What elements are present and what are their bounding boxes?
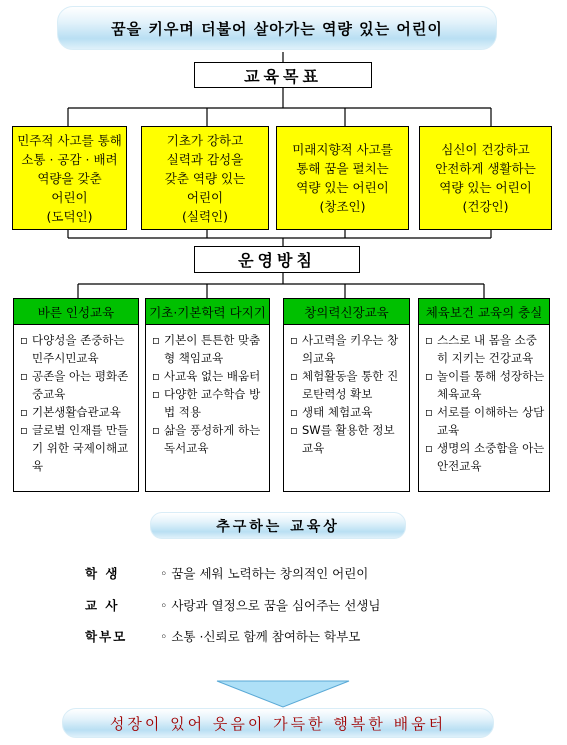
goal-line: 어린이 <box>51 189 88 205</box>
policy-item: ▫ 서로를 이해하는 상담교육 <box>425 403 545 439</box>
vision-banner <box>57 6 497 50</box>
goal-tag: (도덕인) <box>46 208 93 224</box>
goal-tag: (건강인) <box>462 199 509 214</box>
ideal-role: 학 생 <box>85 566 120 581</box>
vision-text: 꿈을 키우며 더불어 살아가는 역량 있는 어린이 <box>111 19 443 38</box>
policy-item: ▫ 사교육 없는 배움터 <box>152 367 265 385</box>
policy-column-creativity <box>283 298 410 492</box>
footer-banner <box>62 708 494 738</box>
down-arrow-icon <box>203 680 363 708</box>
ideal-row-teacher <box>85 595 505 615</box>
goal-tag: (실력인) <box>182 208 228 224</box>
goal-line: 어린이 <box>186 189 224 205</box>
policy-title: 창의력신장교육 <box>284 299 409 325</box>
policy-item: ▫ 삶을 풍성하게 하는 독서교육 <box>152 421 265 457</box>
goal-line: 심신이 건강하고 <box>441 142 530 157</box>
goal-tag: (창조인) <box>319 199 366 214</box>
goal-line: 갖춘 역량 있는 <box>164 170 246 186</box>
goal-line: 실력과 감성을 <box>166 151 244 167</box>
ideal-desc: ◦ 사랑과 열정으로 꿈을 심어주는 선생님 <box>160 598 381 613</box>
ideal-header-label: 추구하는 교육상 <box>216 518 340 535</box>
policy-item: ▫ 기본이 튼튼한 맞춤형 책임교육 <box>152 331 265 367</box>
policy-item: ▫ 놀이를 통해 성장하는 체육교육 <box>425 367 545 403</box>
ideal-desc: ◦ 꿈을 세워 노력하는 창의적인 어린이 <box>160 566 369 581</box>
policy-item: ▫ 사고력을 키우는 창의교육 <box>290 331 405 367</box>
policy-item: ▫ 다양성을 존중하는 민주시민교육 <box>20 331 134 367</box>
goal-line: 소통 · 공감 · 배려 <box>21 151 118 167</box>
ideal-row-parent <box>85 626 505 646</box>
goals-header <box>194 62 372 88</box>
goal-line: 역량을 갖춘 <box>37 170 102 186</box>
goal-box-ability <box>141 126 269 230</box>
goal-line: 민주적 사고를 통해 <box>17 132 122 148</box>
goal-line: 기초가 강하고 <box>166 132 244 148</box>
goal-line: 미래지향적 사고를 <box>292 142 393 157</box>
ideal-role: 교 사 <box>85 598 120 613</box>
policy-item: ▫ SW를 활용한 정보교육 <box>290 421 405 457</box>
policy-item: ▫ 스스로 내 몸을 소중히 지키는 건강교육 <box>425 331 545 367</box>
policy-item: ▫ 다양한 교수학습 방법 적용 <box>152 385 265 421</box>
policy-item: ▫ 글로벌 인재를 만들기 위한 국제이해교육 <box>20 421 134 475</box>
policy-header-label: 운영방침 <box>238 251 316 270</box>
ideal-role: 학부모 <box>85 629 128 644</box>
policy-title: 바른 인성교육 <box>14 299 138 325</box>
policy-title: 체육보건 교육의 충실 <box>419 299 549 325</box>
goal-line: 역량 있는 어린이 <box>296 180 389 195</box>
ideal-desc: ◦ 소통 ·신뢰로 함께 참여하는 학부모 <box>160 629 361 644</box>
policy-column-basics <box>145 298 270 492</box>
policy-header <box>194 246 360 273</box>
ideal-header <box>150 512 406 539</box>
goal-box-creative <box>276 126 409 230</box>
goal-line: 역량 있는 어린이 <box>439 180 532 195</box>
policy-column-health <box>418 298 550 492</box>
policy-item: ▫ 생명의 소중함을 아는 안전교육 <box>425 439 545 475</box>
policy-column-character <box>13 298 139 492</box>
goal-line: 안전하게 생활하는 <box>435 161 536 176</box>
footer-text: 성장이 있어 웃음이 가득한 행복한 배움터 <box>109 714 447 733</box>
goals-header-label: 교육목표 <box>244 66 322 86</box>
policy-title: 기초·기본학력 다지기 <box>146 299 269 325</box>
policy-item: ▫ 기본생활습관교육 <box>20 403 134 421</box>
policy-item: ▫ 체험활동을 통한 진로탄력성 확보 <box>290 367 405 403</box>
goal-box-health <box>419 126 552 230</box>
policy-item: ▫ 생태 체험교육 <box>290 403 405 421</box>
ideal-row-student <box>85 563 505 583</box>
goal-box-moral <box>12 126 127 230</box>
goal-line: 통해 꿈을 펼치는 <box>296 161 389 176</box>
policy-item: ▫ 공존을 아는 평화존중교육 <box>20 367 134 403</box>
